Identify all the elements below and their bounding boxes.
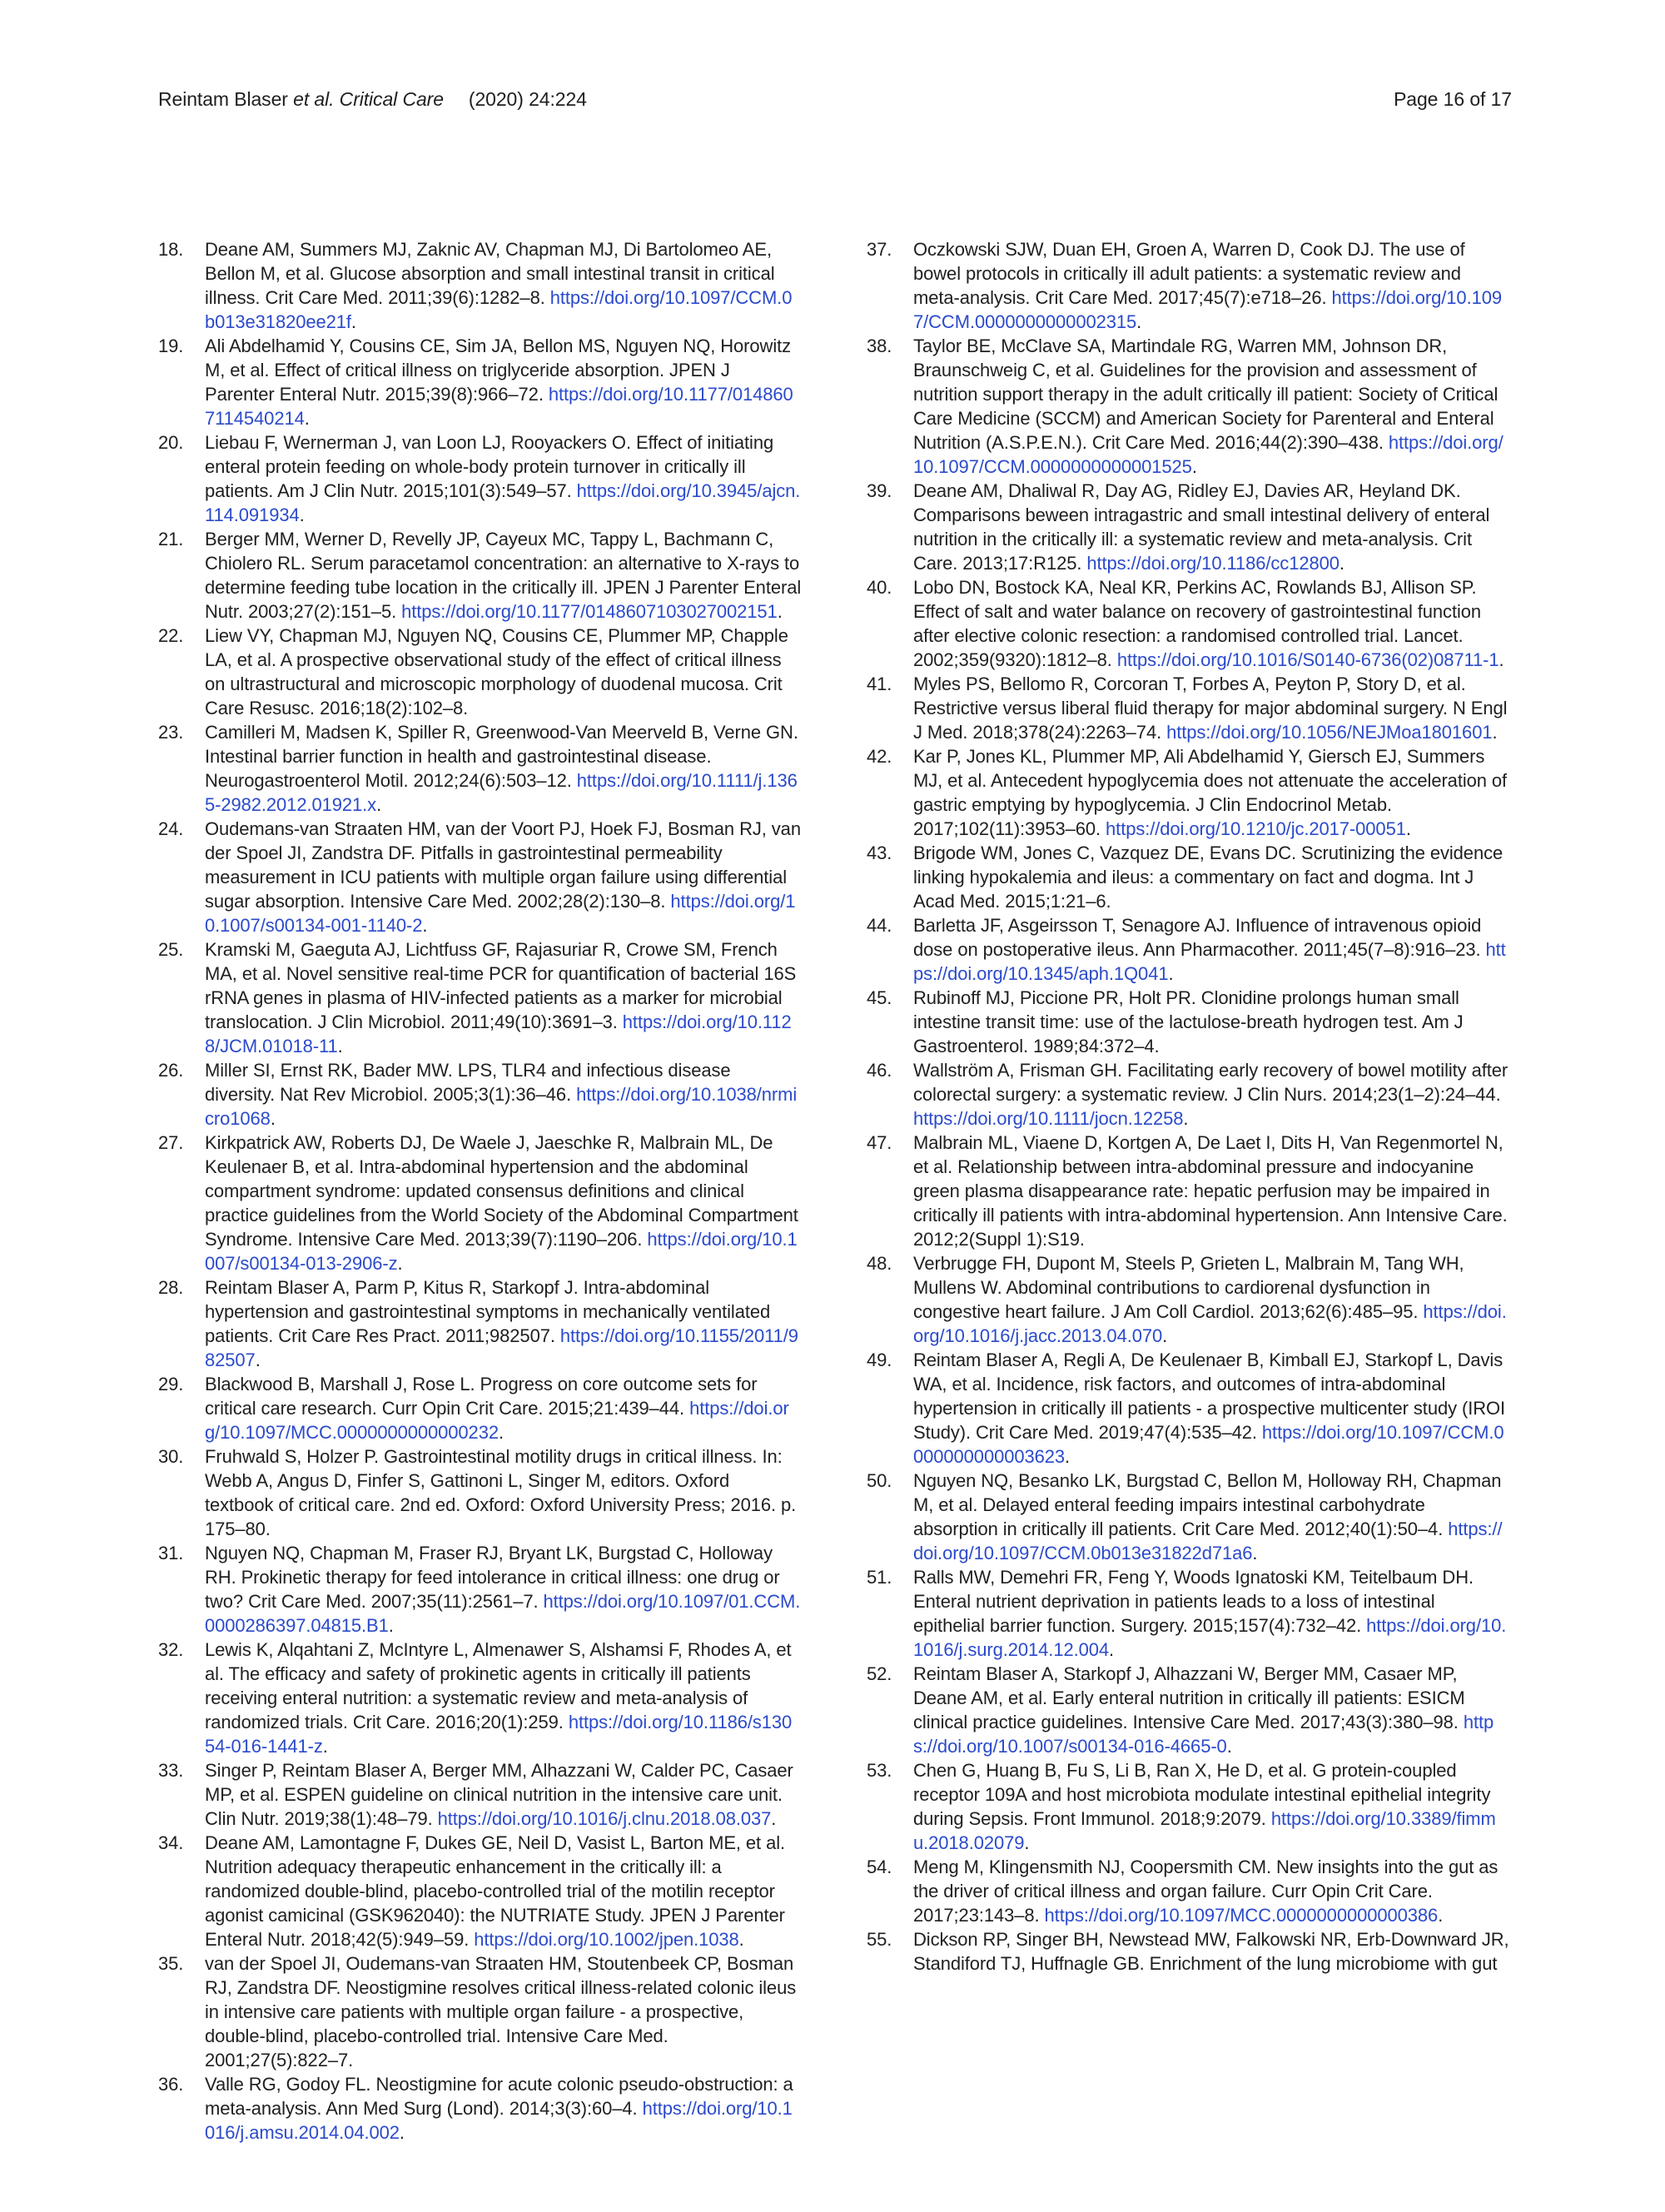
reference-number: 51. bbox=[867, 1567, 892, 1588]
doi-link[interactable]: https://doi.org/10.1097/MCC.0000000000000232 bbox=[205, 1398, 789, 1443]
reference-text: Singer P, Reintam Blaser A, Berger MM, Alhazzani W, Calder PC, Casaer MP, et al. ESPEN guideline on clinical nutrition in the intensive care unit. Clin Nutr. 2019;38(1):48–79. https://doi.org/10.1016/j.clnu.2018.08.037. bbox=[205, 1760, 793, 1829]
reference-text: Nguyen NQ, Chapman M, Fraser RJ, Bryant LK, Burgstad C, Holloway RH. Prokinetic therapy for feed intolerance in critical illness: one drug or two? Crit Care Med. 2007;35(11):2561–7. https://doi.org/10.1097/01.CCM.0000286397.04815.B1. bbox=[205, 1543, 801, 1636]
reference-item bbox=[158, 1131, 802, 1275]
reference-number: 29. bbox=[158, 1374, 184, 1394]
doi-link[interactable]: https://doi.org/10.1007/s00134-013-2906-z bbox=[205, 1229, 798, 1274]
doi-link[interactable]: https://doi.org/10.1097/CCM.0000000000003623 bbox=[913, 1422, 1504, 1467]
reference-number: 45. bbox=[867, 987, 892, 1008]
reference-item bbox=[158, 1831, 802, 1951]
reference-item bbox=[158, 237, 802, 334]
reference-text: Fruhwald S, Holzer P. Gastrointestinal motility drugs in critical illness. In: Webb A, Angus D, Finfer S, Gattinoni L, Singer M, editors. Oxford textbook of critical care. 2nd ed. Oxford: Oxford University Press; 2016. p. 175–80. bbox=[205, 1446, 797, 1539]
reference-item bbox=[867, 1758, 1510, 1855]
reference-item bbox=[158, 1951, 802, 2072]
reference-text: Kirkpatrick AW, Roberts DJ, De Waele J, Jaeschke R, Malbrain ML, De Keulenaer B, et al. Intra-abdominal hypertension and the abdominal compartment syndrome: updated consensus definitions and clinical practice guidelines from the World Society of the Abdominal Compartment Syndrome. Intensive Care Med. 2013;39(7):1190–206. https://doi.org/10.1007/s00134-013-2906-z. bbox=[205, 1132, 798, 1274]
reference-number: 24. bbox=[158, 818, 184, 839]
reference-text: Rubinoff MJ, Piccione PR, Holt PR. Clonidine prolongs human small intestine transit time: use of the lactulose-breath hydrogen test. Am J Gastroenterol. 1989;84:372–4. bbox=[913, 987, 1464, 1056]
reference-number: 21. bbox=[158, 529, 184, 549]
reference-number: 42. bbox=[867, 746, 892, 767]
doi-link[interactable]: https://doi.org/10.1128/JCM.01018-11 bbox=[205, 1012, 792, 1056]
reference-text: Meng M, Klingensmith NJ, Coopersmith CM. New insights into the gut as the driver of critical illness and organ failure. Curr Opin Crit Care. 2017;23:143–8. https://doi.org/10.1097/MCC.0000000000000386. bbox=[913, 1857, 1498, 1926]
doi-link[interactable]: https://doi.org/10.3389/fimmu.2018.02079 bbox=[913, 1808, 1496, 1853]
reference-item bbox=[867, 1855, 1510, 1927]
doi-link[interactable]: https://doi.org/10.1002/jpen.1038 bbox=[474, 1929, 739, 1950]
reference-text: Chen G, Huang B, Fu S, Li B, Ran X, He D, et al. G protein-coupled receptor 109A and host microbiota modulate intestinal epithelial integrity during Sepsis. Front Immunol. 2018;9:2079. https://doi.org/10.3389/fimmu.2018.02079. bbox=[913, 1760, 1496, 1853]
reference-number: 55. bbox=[867, 1929, 892, 1950]
reference-text: Lobo DN, Bostock KA, Neal KR, Perkins AC, Rowlands BJ, Allison SP. Effect of salt and water balance on recovery of gastrointestinal function after elective colonic resection: a randomised controlled trial. Lancet. 2002;359(9320):1812–8. https://doi.org/10.1016/S0140-6736(02)08711-1. bbox=[913, 577, 1504, 670]
running-head-journal: et al. Critical Care bbox=[293, 88, 444, 110]
reference-number: 53. bbox=[867, 1760, 892, 1781]
running-head-authors: Reintam Blaser bbox=[158, 88, 294, 110]
reference-text: Myles PS, Bellomo R, Corcoran T, Forbes A, Peyton P, Story D, et al. Restrictive versus liberal fluid therapy for major abdominal surgery. N Engl J Med. 2018;378(24):2263–74. https://doi.org/10.1056/NEJMoa1801601. bbox=[913, 674, 1508, 743]
reference-item bbox=[867, 1662, 1510, 1758]
reference-number: 52. bbox=[867, 1663, 892, 1684]
doi-link[interactable]: https://doi.org/10.1016/S0140-6736(02)08711-1 bbox=[1116, 649, 1499, 670]
reference-number: 49. bbox=[867, 1350, 892, 1370]
reference-text: Brigode WM, Jones C, Vazquez DE, Evans DC. Scrutinizing the evidence linking hypokalemia and ileus: a commentary on fact and dogma. Int J Acad Med. 2015;1:21–6. bbox=[913, 843, 1503, 912]
reference-item bbox=[867, 575, 1510, 672]
doi-link[interactable]: https://doi.org/10.1155/2011/982507 bbox=[205, 1325, 798, 1370]
doi-link[interactable]: https://doi.org/10.1007/s00134-016-4665-0 bbox=[913, 1712, 1494, 1757]
reference-item bbox=[867, 1058, 1510, 1131]
reference-text: Kar P, Jones KL, Plummer MP, Ali Abdelhamid Y, Giersch EJ, Summers MJ, et al. Antecedent hypoglycemia does not attenuate the acceleration of gastric emptying by hypoglycemia. J Clin Endocrinol Metab. 2017;102(11):3953–60. https://doi.org/10.1210/jc.2017-00051. bbox=[913, 746, 1508, 839]
reference-item bbox=[867, 334, 1510, 479]
reference-text: Lewis K, Alqahtani Z, McIntyre L, Almenawer S, Alshamsi F, Rhodes A, et al. The efficacy and safety of prokinetic agents in critically ill patients receiving enteral nutrition: a systematic review and meta-analysis of randomized trials. Crit Care. 2016;20(1):259. https://doi.org/10.1186/s13054-016-1441-z. bbox=[205, 1639, 793, 1757]
page-number: Page 16 of 17 bbox=[1394, 88, 1512, 110]
doi-link[interactable]: https://doi.org/10.1186/s13054-016-1441-z bbox=[205, 1712, 793, 1757]
reference-column-left bbox=[158, 237, 802, 2145]
reference-number: 18. bbox=[158, 239, 184, 260]
reference-item bbox=[867, 1251, 1510, 1348]
reference-item bbox=[158, 527, 802, 624]
running-head-volume: (2020) 24:224 bbox=[468, 88, 587, 110]
reference-number: 44. bbox=[867, 915, 892, 936]
reference-number: 27. bbox=[158, 1132, 184, 1153]
reference-item bbox=[867, 237, 1510, 334]
reference-text: Ali Abdelhamid Y, Cousins CE, Sim JA, Bellon MS, Nguyen NQ, Horowitz M, et al. Effect of critical illness on triglyceride absorption. JPEN J Parenter Enteral Nutr. 2015;39(8):966–72. https://doi.org/10.1177/0148607114540214. bbox=[205, 336, 793, 429]
reference-item bbox=[867, 841, 1510, 913]
reference-text: Nguyen NQ, Besanko LK, Burgstad C, Bellon M, Holloway RH, Chapman M, et al. Delayed enteral feeding impairs intestinal carbohydrate absorption in critically ill patients. Crit Care Med. 2012;40(1):50–4. https://doi.org/10.1097/CCM.0b013e31822d71a6. bbox=[913, 1470, 1503, 1563]
reference-column-right bbox=[867, 237, 1510, 2145]
reference-number: 37. bbox=[867, 239, 892, 260]
reference-number: 26. bbox=[158, 1060, 184, 1081]
reference-text: Reintam Blaser A, Starkopf J, Alhazzani W, Berger MM, Casaer MP, Deane AM, et al. Early enteral nutrition in critically ill patients: ESICM clinical practice guidelines. Intensive Care Med. 2017;43(3):380–98. https://doi.org/10.1007/s00134-016-4665-0. bbox=[913, 1663, 1494, 1757]
doi-link[interactable]: https://doi.org/10.1007/s00134-001-1140-2 bbox=[205, 891, 796, 936]
reference-text: Deane AM, Dhaliwal R, Day AG, Ridley EJ, Davies AR, Heyland DK. Comparisons beween intragastric and small intestinal delivery of enteral nutrition in the critically ill: a systematic review and meta-analysis. Crit Care. 2013;17:R125. https://doi.org/10.1186/cc12800. bbox=[913, 480, 1490, 574]
running-head bbox=[158, 88, 1512, 111]
reference-item bbox=[867, 479, 1510, 575]
reference-text: Barletta JF, Asgeirsson T, Senagore AJ. Influence of intravenous opioid dose on postoperative ileus. Ann Pharmacother. 2011;45(7–8):916–23. https://doi.org/10.1345/aph.1Q041. bbox=[913, 915, 1506, 984]
reference-text: Ralls MW, Demehri FR, Feng Y, Woods Ignatoski KM, Teitelbaum DH. Enteral nutrient deprivation in patients leads to a loss of intestinal epithelial barrier function. Surgery. 2015;157(4):732–42. https://doi.org/10.1016/j.surg.2014.12.004. bbox=[913, 1567, 1507, 1660]
reference-text: Liew VY, Chapman MJ, Nguyen NQ, Cousins CE, Plummer MP, Chapple LA, et al. A prospective observational study of the effect of critical illness on ultrastructural and microscopic morphology of duodenal mucosa. Crit Care Resusc. 2016;18(2):102–8. bbox=[205, 625, 788, 718]
reference-item bbox=[158, 1058, 802, 1131]
doi-link[interactable]: https://doi.org/10.1056/NEJMoa1801601 bbox=[1166, 722, 1493, 743]
reference-text: Taylor BE, McClave SA, Martindale RG, Warren MM, Johnson DR, Braunschweig C, et al. Guidelines for the provision and assessment of nutrition support therapy in the adult critically ill patient: Society of Critical Care Medicine (SCCM) and American Society for Parenteral and Enteral Nutrition (A.S.P.E.N.). Crit Care Med. 2016;44(2):390–438. https://doi.org/10.1097/CCM.0000000000001525. bbox=[913, 336, 1503, 477]
reference-item bbox=[158, 937, 802, 1058]
reference-item bbox=[158, 334, 802, 430]
reference-number: 25. bbox=[158, 939, 184, 960]
reference-text: Kramski M, Gaeguta AJ, Lichtfuss GF, Rajasuriar R, Crowe SM, French MA, et al. Novel sensitive real-time PCR for quantification of bacterial 16S rRNA genes in plasma of HIV-infected patients as a marker for microbial translocation. J Clin Microbiol. 2011;49(10):3691–3. https://doi.org/10.1128/JCM.01018-11. bbox=[205, 939, 797, 1056]
running-head-citation bbox=[158, 88, 587, 111]
doi-link[interactable]: https://doi.org/10.1345/aph.1Q041 bbox=[913, 939, 1506, 984]
reference-text: Deane AM, Summers MJ, Zaknic AV, Chapman MJ, Di Bartolomeo AE, Bellon M, et al. Glucose absorption and small intestinal transit in critical illness. Crit Care Med. 2011;39(6):1282–8. https://doi.org/10.1097/CCM.0b013e31820ee21f. bbox=[205, 239, 793, 332]
reference-text: Wallström A, Frisman GH. Facilitating early recovery of bowel motility after colorectal surgery: a systematic review. J Clin Nurs. 2014;23(1–2):24–44. https://doi.org/10.1111/jocn.12258. bbox=[913, 1060, 1508, 1129]
reference-number: 20. bbox=[158, 432, 184, 453]
reference-item bbox=[867, 1927, 1510, 1976]
reference-text: Deane AM, Lamontagne F, Dukes GE, Neil D, Vasist L, Barton ME, et al. Nutrition adequacy therapeutic enhancement in the critically ill: a randomized double-blind, placebo-controlled trial of the motilin receptor agonist camicinal (GSK962040): the NUTRIATE Study. JPEN J Parenter Enteral Nutr. 2018;42(5):949–59. https://doi.org/10.1002/jpen.1038. bbox=[205, 1832, 786, 1950]
reference-item bbox=[158, 624, 802, 720]
reference-number: 43. bbox=[867, 843, 892, 863]
reference-number: 36. bbox=[158, 2074, 184, 2095]
reference-number: 48. bbox=[867, 1253, 892, 1274]
reference-number: 46. bbox=[867, 1060, 892, 1081]
reference-text: Verbrugge FH, Dupont M, Steels P, Grieten L, Malbrain M, Tang WH, Mullens W. Abdominal contributions to cardiorenal dysfunction in congestive heart failure. J Am Coll Cardiol. 2013;62(6):485–95. https://doi.org/10.1016/j.jacc.2013.04.070. bbox=[913, 1253, 1507, 1346]
doi-link[interactable]: https://doi.org/10.1210/jc.2017-00051 bbox=[1106, 818, 1406, 839]
doi-link[interactable]: https://doi.org/10.1177/0148607103027002151 bbox=[401, 601, 778, 622]
reference-number: 50. bbox=[867, 1470, 892, 1491]
reference-item bbox=[867, 1565, 1510, 1662]
reference-number: 30. bbox=[158, 1446, 184, 1467]
reference-number: 38. bbox=[867, 336, 892, 356]
reference-item bbox=[867, 672, 1510, 744]
reference-text: Camilleri M, Madsen K, Spiller R, Greenwood-Van Meerveld B, Verne GN. Intestinal barrier function in health and gastrointestinal disease. Neurogastroenterol Motil. 2012;24(6):503–12. https://doi.org/10.1111/j.1365-2982.2012.01921.x. bbox=[205, 722, 798, 815]
reference-item bbox=[867, 1348, 1510, 1469]
reference-item bbox=[158, 817, 802, 937]
reference-text: Malbrain ML, Viaene D, Kortgen A, De Laet I, Dits H, Van Regenmortel N, et al. Relationship between intra-abdominal pressure and indocyanine green plasma disappearance rate: hepatic perfusion may be impaired in critically ill patients with intra-abdominal hypertension. Ann Intensive Care. 2012;2(Suppl 1):S19. bbox=[913, 1132, 1508, 1250]
reference-item bbox=[158, 2072, 802, 2145]
reference-text: Valle RG, Godoy FL. Neostigmine for acute colonic pseudo-obstruction: a meta-analysis. Ann Med Surg (Lond). 2014;3(3):60–4. https://doi.org/10.1016/j.amsu.2014.04.002. bbox=[205, 2074, 793, 2143]
reference-item bbox=[158, 1275, 802, 1372]
reference-number: 35. bbox=[158, 1953, 184, 1974]
doi-link[interactable]: https://doi.org/10.1097/MCC.0000000000000386 bbox=[1044, 1905, 1439, 1926]
doi-link[interactable]: https://doi.org/10.1177/0148607114540214 bbox=[205, 384, 793, 429]
doi-link[interactable]: https://doi.org/10.1097/CCM.0000000000001525 bbox=[913, 432, 1503, 477]
doi-link[interactable]: https://doi.org/10.1016/j.jacc.2013.04.070 bbox=[913, 1301, 1507, 1346]
reference-number: 34. bbox=[158, 1832, 184, 1853]
reference-text: Reintam Blaser A, Parm P, Kitus R, Starkopf J. Intra-abdominal hypertension and gastrointestinal symptoms in mechanically ventilated patients. Crit Care Res Pract. 2011;982507. https://doi.org/10.1155/2011/982507. bbox=[205, 1277, 798, 1370]
doi-link[interactable]: https://doi.org/10.1097/CCM.0000000000002315 bbox=[913, 287, 1502, 332]
doi-link[interactable]: https://doi.org/10.3945/ajcn.114.091934 bbox=[205, 480, 801, 525]
reference-number: 19. bbox=[158, 336, 184, 356]
reference-text: Blackwood B, Marshall J, Rose L. Progress on core outcome sets for critical care research. Curr Opin Crit Care. 2015;21:439–44. https://doi.org/10.1097/MCC.0000000000000232. bbox=[205, 1374, 789, 1443]
reference-text: Oczkowski SJW, Duan EH, Groen A, Warren D, Cook DJ. The use of bowel protocols in critically ill adult patients: a systematic review and meta-analysis. Crit Care Med. 2017;45(7):e718–26. https://doi.org/10.1097/CCM.0000000000002315. bbox=[913, 239, 1502, 332]
reference-number: 22. bbox=[158, 625, 184, 646]
reference-text: Oudemans-van Straaten HM, van der Voort PJ, Hoek FJ, Bosman RJ, van der Spoel JI, Zandstra DF. Pitfalls in gastrointestinal permeability measurement in ICU patients with multiple organ failure using differential sugar absorption. Intensive Care Med. 2002;28(2):130–8. https://doi.org/10.1007/s00134-001-1140-2. bbox=[205, 818, 801, 936]
doi-link[interactable]: https://doi.org/10.1097/CCM.0b013e31822d71a6 bbox=[913, 1519, 1503, 1563]
reference-text: Dickson RP, Singer BH, Newstead MW, Falkowski NR, Erb-Downward JR, Standiford TJ, Huffnagle GB. Enrichment of the lung microbiome with gut bbox=[913, 1929, 1509, 1974]
reference-number: 33. bbox=[158, 1760, 184, 1781]
doi-link[interactable]: https://doi.org/10.1111/j.1365-2982.2012.01921.x bbox=[205, 770, 798, 815]
reference-item bbox=[158, 1541, 802, 1638]
reference-number: 41. bbox=[867, 674, 892, 694]
doi-link[interactable]: https://doi.org/10.1097/01.CCM.0000286397.04815.B1 bbox=[205, 1591, 801, 1636]
reference-item bbox=[158, 1758, 802, 1831]
doi-link[interactable]: https://doi.org/10.1016/j.surg.2014.12.004 bbox=[913, 1615, 1507, 1660]
reference-number: 28. bbox=[158, 1277, 184, 1298]
doi-link[interactable]: https://doi.org/10.1186/cc12800 bbox=[1086, 553, 1339, 574]
doi-link[interactable]: https://doi.org/10.1097/CCM.0b013e31820ee21f bbox=[205, 287, 793, 332]
doi-link[interactable]: https://doi.org/10.1016/j.amsu.2014.04.002 bbox=[205, 2098, 793, 2143]
reference-item bbox=[867, 744, 1510, 841]
reference-text: Reintam Blaser A, Regli A, De Keulenaer B, Kimball EJ, Starkopf L, Davis WA, et al. Incidence, risk factors, and outcomes of intra-abdominal hypertension in critically ill patients - a prospective multicenter study (IROI Study). Crit Care Med. 2019;47(4):535–42. https://doi.org/10.1097/CCM.0000000000003623. bbox=[913, 1350, 1506, 1467]
doi-link[interactable]: https://doi.org/10.1038/nrmicro1068 bbox=[205, 1084, 798, 1129]
reference-number: 39. bbox=[867, 480, 892, 501]
reference-number: 40. bbox=[867, 577, 892, 598]
reference-item bbox=[158, 1372, 802, 1444]
reference-number: 32. bbox=[158, 1639, 184, 1660]
reference-number: 54. bbox=[867, 1857, 892, 1877]
reference-item bbox=[867, 1469, 1510, 1565]
reference-number: 23. bbox=[158, 722, 184, 743]
reference-item bbox=[867, 1131, 1510, 1251]
doi-link[interactable]: https://doi.org/10.1016/j.clnu.2018.08.037 bbox=[437, 1808, 772, 1829]
reference-text: Liebau F, Wernerman J, van Loon LJ, Rooyackers O. Effect of initiating enteral protein feeding on whole-body protein turnover in critically ill patients. Am J Clin Nutr. 2015;101(3):549–57. https://doi.org/10.3945/ajcn.114.091934. bbox=[205, 432, 801, 525]
reference-item bbox=[867, 913, 1510, 986]
reference-item bbox=[158, 720, 802, 817]
doi-link[interactable]: https://doi.org/10.1111/jocn.12258 bbox=[913, 1108, 1184, 1129]
reference-item bbox=[158, 1638, 802, 1758]
reference-item bbox=[158, 1444, 802, 1541]
reference-item bbox=[867, 986, 1510, 1058]
reference-text: Berger MM, Werner D, Revelly JP, Cayeux MC, Tappy L, Bachmann C, Chiolero RL. Serum paracetamol concentration: an alternative to X-rays to determine feeding tube location in the critically ill. JPEN J Parenter Enteral Nutr. 2003;27(2):151–5. https://doi.org/10.1177/0148607103027002151. bbox=[205, 529, 802, 622]
reference-item bbox=[158, 430, 802, 527]
reference-text: Miller SI, Ernst RK, Bader MW. LPS, TLR4 and infectious disease diversity. Nat Rev Microbiol. 2005;3(1):36–46. https://doi.org/10.1038/nrmicro1068. bbox=[205, 1060, 798, 1129]
reference-number: 31. bbox=[158, 1543, 184, 1563]
reference-text: van der Spoel JI, Oudemans-van Straaten HM, Stoutenbeek CP, Bosman RJ, Zandstra DF. Neostigmine resolves critical illness-related colonic ileus in intensive care patients with multiple organ failure - a prospective, double-blind, placebo-controlled trial. Intensive Care Med. 2001;27(5):822–7. bbox=[205, 1953, 797, 2070]
reference-list bbox=[158, 237, 1512, 2145]
reference-number: 47. bbox=[867, 1132, 892, 1153]
